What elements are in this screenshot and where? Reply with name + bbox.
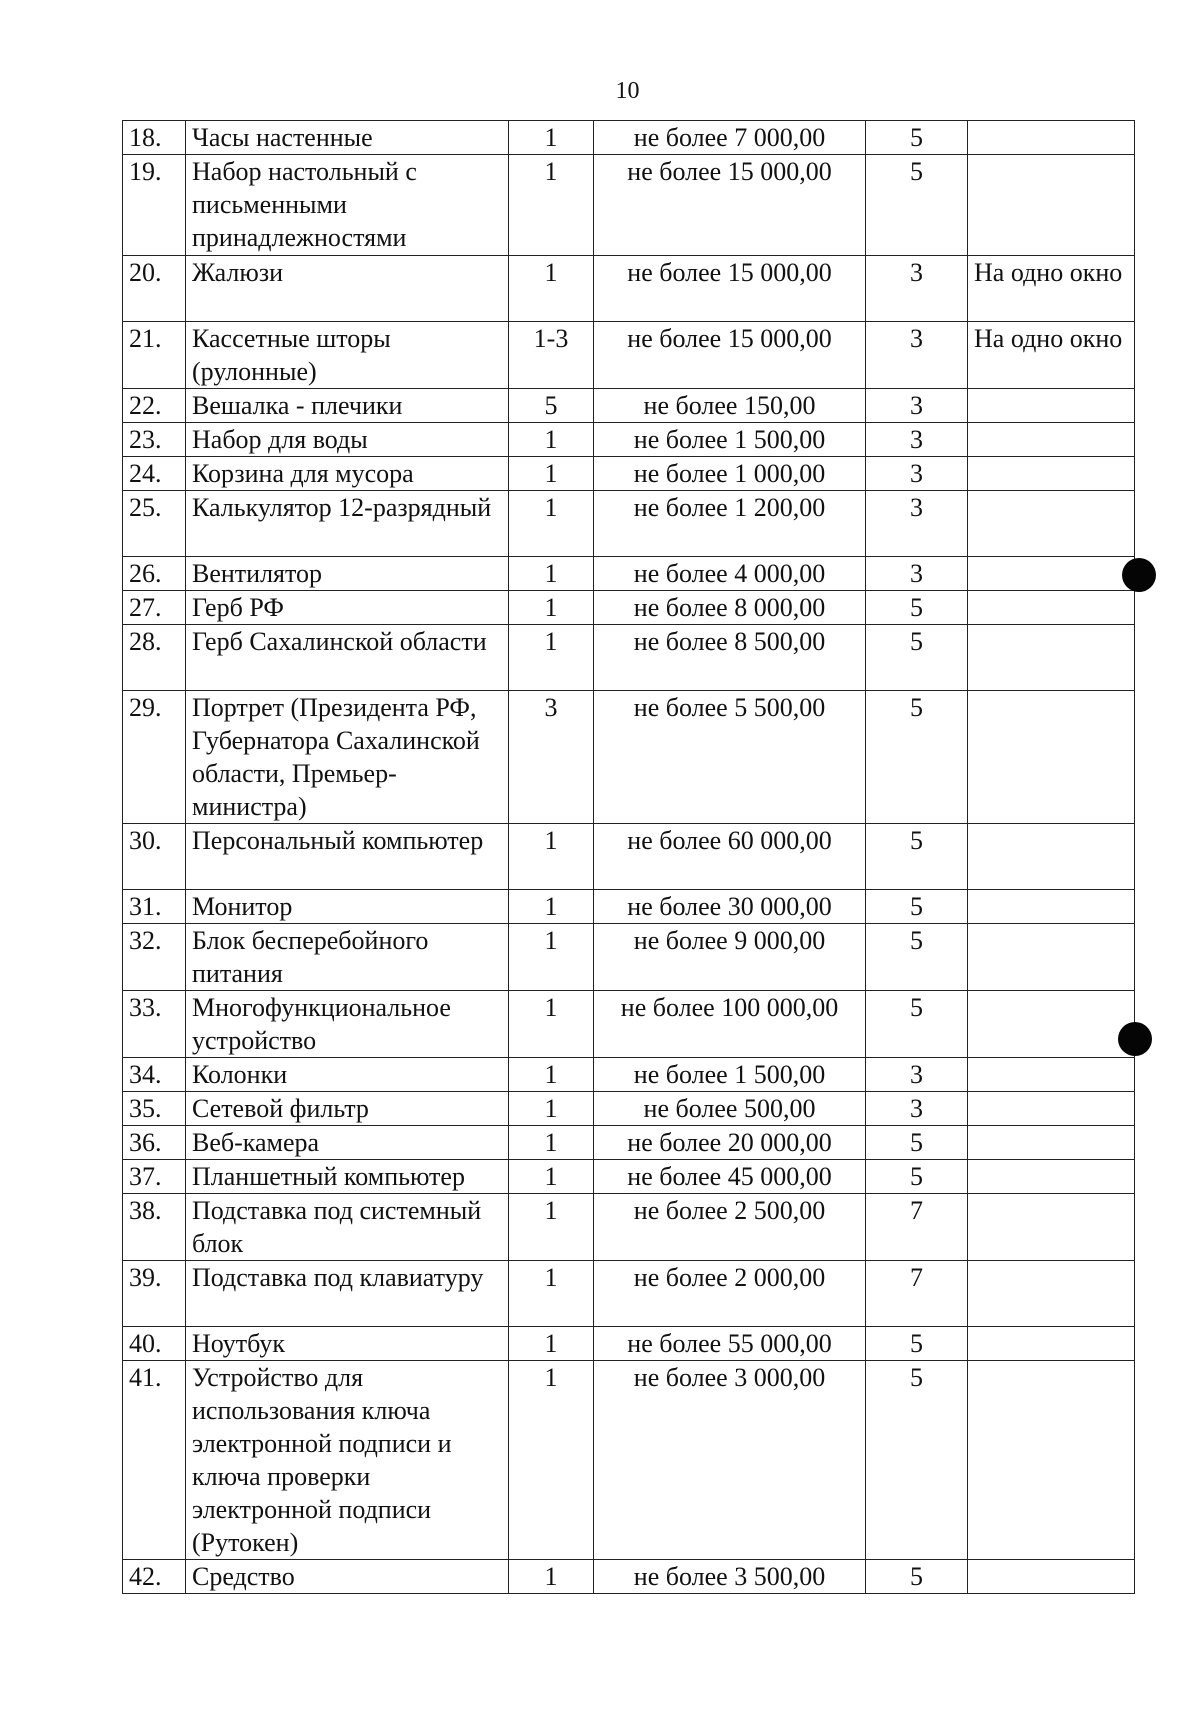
item-price: не более 15 000,00 [594, 155, 866, 256]
item-term: 5 [866, 625, 968, 691]
table-row [123, 155, 1135, 256]
item-note [968, 1058, 1135, 1092]
item-note [968, 1261, 1135, 1327]
row-number: 39. [123, 1261, 186, 1327]
item-note [968, 924, 1135, 991]
item-price: не более 30 000,00 [594, 890, 866, 924]
item-term: 3 [866, 557, 968, 591]
item-quantity: 1 [509, 591, 594, 625]
item-name: Монитор [186, 890, 509, 924]
item-name: Герб РФ [186, 591, 509, 625]
punch-hole-mark [1122, 558, 1156, 592]
item-price: не более 15 000,00 [594, 256, 866, 322]
item-price: не более 1 500,00 [594, 1058, 866, 1092]
item-term: 3 [866, 389, 968, 423]
items-table-body [123, 121, 1135, 1594]
item-quantity: 1 [509, 423, 594, 457]
item-term: 3 [866, 322, 968, 389]
table-row [123, 924, 1135, 991]
item-price: не более 7 000,00 [594, 121, 866, 155]
table-row [123, 1261, 1135, 1327]
table-row [123, 491, 1135, 557]
table-row [123, 389, 1135, 423]
item-term: 7 [866, 1261, 968, 1327]
table-row [123, 625, 1135, 691]
item-price: не более 1 000,00 [594, 457, 866, 491]
table-row [123, 591, 1135, 625]
row-number: 33. [123, 991, 186, 1058]
item-name: Планшетный компьютер [186, 1160, 509, 1194]
item-term: 7 [866, 1194, 968, 1261]
row-number: 35. [123, 1092, 186, 1126]
item-name: Средство [186, 1560, 509, 1594]
item-term: 5 [866, 591, 968, 625]
item-name: Веб-камера [186, 1126, 509, 1160]
item-price: не более 150,00 [594, 389, 866, 423]
table-row [123, 423, 1135, 457]
item-quantity: 1 [509, 1160, 594, 1194]
item-price: не более 1 500,00 [594, 423, 866, 457]
item-quantity: 1 [509, 890, 594, 924]
table-row [123, 457, 1135, 491]
item-note [968, 625, 1135, 691]
item-quantity: 1 [509, 1126, 594, 1160]
item-price: не более 2 500,00 [594, 1194, 866, 1261]
item-quantity: 1 [509, 1261, 594, 1327]
item-note [968, 1126, 1135, 1160]
table-row [123, 1327, 1135, 1361]
row-number: 42. [123, 1560, 186, 1594]
item-note [968, 691, 1135, 824]
row-number: 18. [123, 121, 186, 155]
item-term: 3 [866, 457, 968, 491]
item-price: не более 3 000,00 [594, 1361, 866, 1560]
item-name: Кассетные шторы (рулонные) [186, 322, 509, 389]
item-price: не более 20 000,00 [594, 1126, 866, 1160]
item-note [968, 557, 1135, 591]
row-number: 29. [123, 691, 186, 824]
table-row [123, 1092, 1135, 1126]
item-note [968, 457, 1135, 491]
item-term: 3 [866, 423, 968, 457]
item-name: Вентилятор [186, 557, 509, 591]
item-price: не более 15 000,00 [594, 322, 866, 389]
item-term: 5 [866, 1560, 968, 1594]
row-number: 37. [123, 1160, 186, 1194]
item-name: Подставка под клавиатуру [186, 1261, 509, 1327]
item-name: Колонки [186, 1058, 509, 1092]
item-note [968, 1327, 1135, 1361]
row-number: 31. [123, 890, 186, 924]
page-number: 10 [615, 78, 640, 104]
item-quantity: 1 [509, 256, 594, 322]
item-quantity: 1 [509, 1058, 594, 1092]
item-quantity: 1 [509, 1092, 594, 1126]
item-note: На одно окно [968, 322, 1135, 389]
item-term: 3 [866, 1058, 968, 1092]
item-price: не более 55 000,00 [594, 1327, 866, 1361]
item-quantity: 1 [509, 491, 594, 557]
item-name: Сетевой фильтр [186, 1092, 509, 1126]
row-number: 32. [123, 924, 186, 991]
item-quantity: 1 [509, 625, 594, 691]
item-note [968, 824, 1135, 890]
item-name: Корзина для мусора [186, 457, 509, 491]
item-term: 5 [866, 1160, 968, 1194]
item-price: не более 4 000,00 [594, 557, 866, 591]
item-quantity: 1 [509, 1327, 594, 1361]
row-number: 30. [123, 824, 186, 890]
item-price: не более 2 000,00 [594, 1261, 866, 1327]
row-number: 20. [123, 256, 186, 322]
row-number: 34. [123, 1058, 186, 1092]
item-note [968, 1361, 1135, 1560]
row-number: 21. [123, 322, 186, 389]
table-row [123, 991, 1135, 1058]
row-number: 36. [123, 1126, 186, 1160]
item-price: не более 1 200,00 [594, 491, 866, 557]
items-table [122, 120, 1135, 1594]
item-note [968, 1092, 1135, 1126]
item-price: не более 9 000,00 [594, 924, 866, 991]
item-note [968, 1194, 1135, 1261]
row-number: 38. [123, 1194, 186, 1261]
item-note: На одно окно [968, 256, 1135, 322]
table-row [123, 1560, 1135, 1594]
item-term: 5 [866, 1327, 968, 1361]
item-name: Персональный компьютер [186, 824, 509, 890]
table-row [123, 256, 1135, 322]
item-note [968, 591, 1135, 625]
item-note [968, 491, 1135, 557]
row-number: 22. [123, 389, 186, 423]
item-quantity: 1 [509, 557, 594, 591]
table-row [123, 1194, 1135, 1261]
item-note [968, 389, 1135, 423]
item-price: не более 5 500,00 [594, 691, 866, 824]
item-note [968, 1560, 1135, 1594]
item-quantity: 1 [509, 824, 594, 890]
item-term: 5 [866, 824, 968, 890]
item-quantity: 1 [509, 457, 594, 491]
item-note [968, 991, 1135, 1058]
item-name: Калькулятор 12-разрядный [186, 491, 509, 557]
item-term: 5 [866, 1126, 968, 1160]
item-term: 5 [866, 991, 968, 1058]
item-name: Устройство для использования ключа электронной подписи и ключа проверки электронной подписи (Рутокен) [186, 1361, 509, 1560]
item-term: 3 [866, 256, 968, 322]
item-name: Ноутбук [186, 1327, 509, 1361]
item-quantity: 5 [509, 389, 594, 423]
item-term: 5 [866, 890, 968, 924]
item-quantity: 1 [509, 121, 594, 155]
item-name: Вешалка - плечики [186, 389, 509, 423]
item-term: 3 [866, 491, 968, 557]
item-quantity: 1 [509, 991, 594, 1058]
item-price: не более 500,00 [594, 1092, 866, 1126]
row-number: 40. [123, 1327, 186, 1361]
item-name: Портрет (Президента РФ, Губернатора Сахалинской области, Премьер-министра) [186, 691, 509, 824]
item-quantity: 1 [509, 155, 594, 256]
item-note [968, 423, 1135, 457]
punch-hole-mark [1118, 1022, 1152, 1056]
table-row [123, 691, 1135, 824]
row-number: 28. [123, 625, 186, 691]
item-name: Блок бесперебойного питания [186, 924, 509, 991]
table-row [123, 557, 1135, 591]
item-price: не более 3 500,00 [594, 1560, 866, 1594]
item-quantity: 1 [509, 1361, 594, 1560]
item-quantity: 1-3 [509, 322, 594, 389]
item-term: 5 [866, 924, 968, 991]
item-note [968, 890, 1135, 924]
item-term: 5 [866, 691, 968, 824]
table-row [123, 1160, 1135, 1194]
item-note [968, 155, 1135, 256]
table-row [123, 322, 1135, 389]
row-number: 24. [123, 457, 186, 491]
item-price: не более 8 500,00 [594, 625, 866, 691]
item-price: не более 8 000,00 [594, 591, 866, 625]
row-number: 27. [123, 591, 186, 625]
item-note [968, 1160, 1135, 1194]
item-term: 3 [866, 1092, 968, 1126]
table-row [123, 1058, 1135, 1092]
row-number: 41. [123, 1361, 186, 1560]
item-quantity: 1 [509, 924, 594, 991]
item-price: не более 100 000,00 [594, 991, 866, 1058]
item-price: не более 60 000,00 [594, 824, 866, 890]
item-name: Жалюзи [186, 256, 509, 322]
item-term: 5 [866, 155, 968, 256]
table-row [123, 121, 1135, 155]
row-number: 23. [123, 423, 186, 457]
item-name: Часы настенные [186, 121, 509, 155]
item-term: 5 [866, 1361, 968, 1560]
item-name: Герб Сахалинской области [186, 625, 509, 691]
item-name: Набор для воды [186, 423, 509, 457]
item-quantity: 3 [509, 691, 594, 824]
item-price: не более 45 000,00 [594, 1160, 866, 1194]
row-number: 19. [123, 155, 186, 256]
table-row [123, 1361, 1135, 1560]
item-name: Многофункциональное устройство [186, 991, 509, 1058]
item-term: 5 [866, 121, 968, 155]
item-name: Подставка под системный блок [186, 1194, 509, 1261]
item-quantity: 1 [509, 1560, 594, 1594]
table-row [123, 824, 1135, 890]
table-row [123, 890, 1135, 924]
item-quantity: 1 [509, 1194, 594, 1261]
item-name: Набор настольный с письменными принадлежностями [186, 155, 509, 256]
row-number: 26. [123, 557, 186, 591]
table-row [123, 1126, 1135, 1160]
row-number: 25. [123, 491, 186, 557]
item-note [968, 121, 1135, 155]
